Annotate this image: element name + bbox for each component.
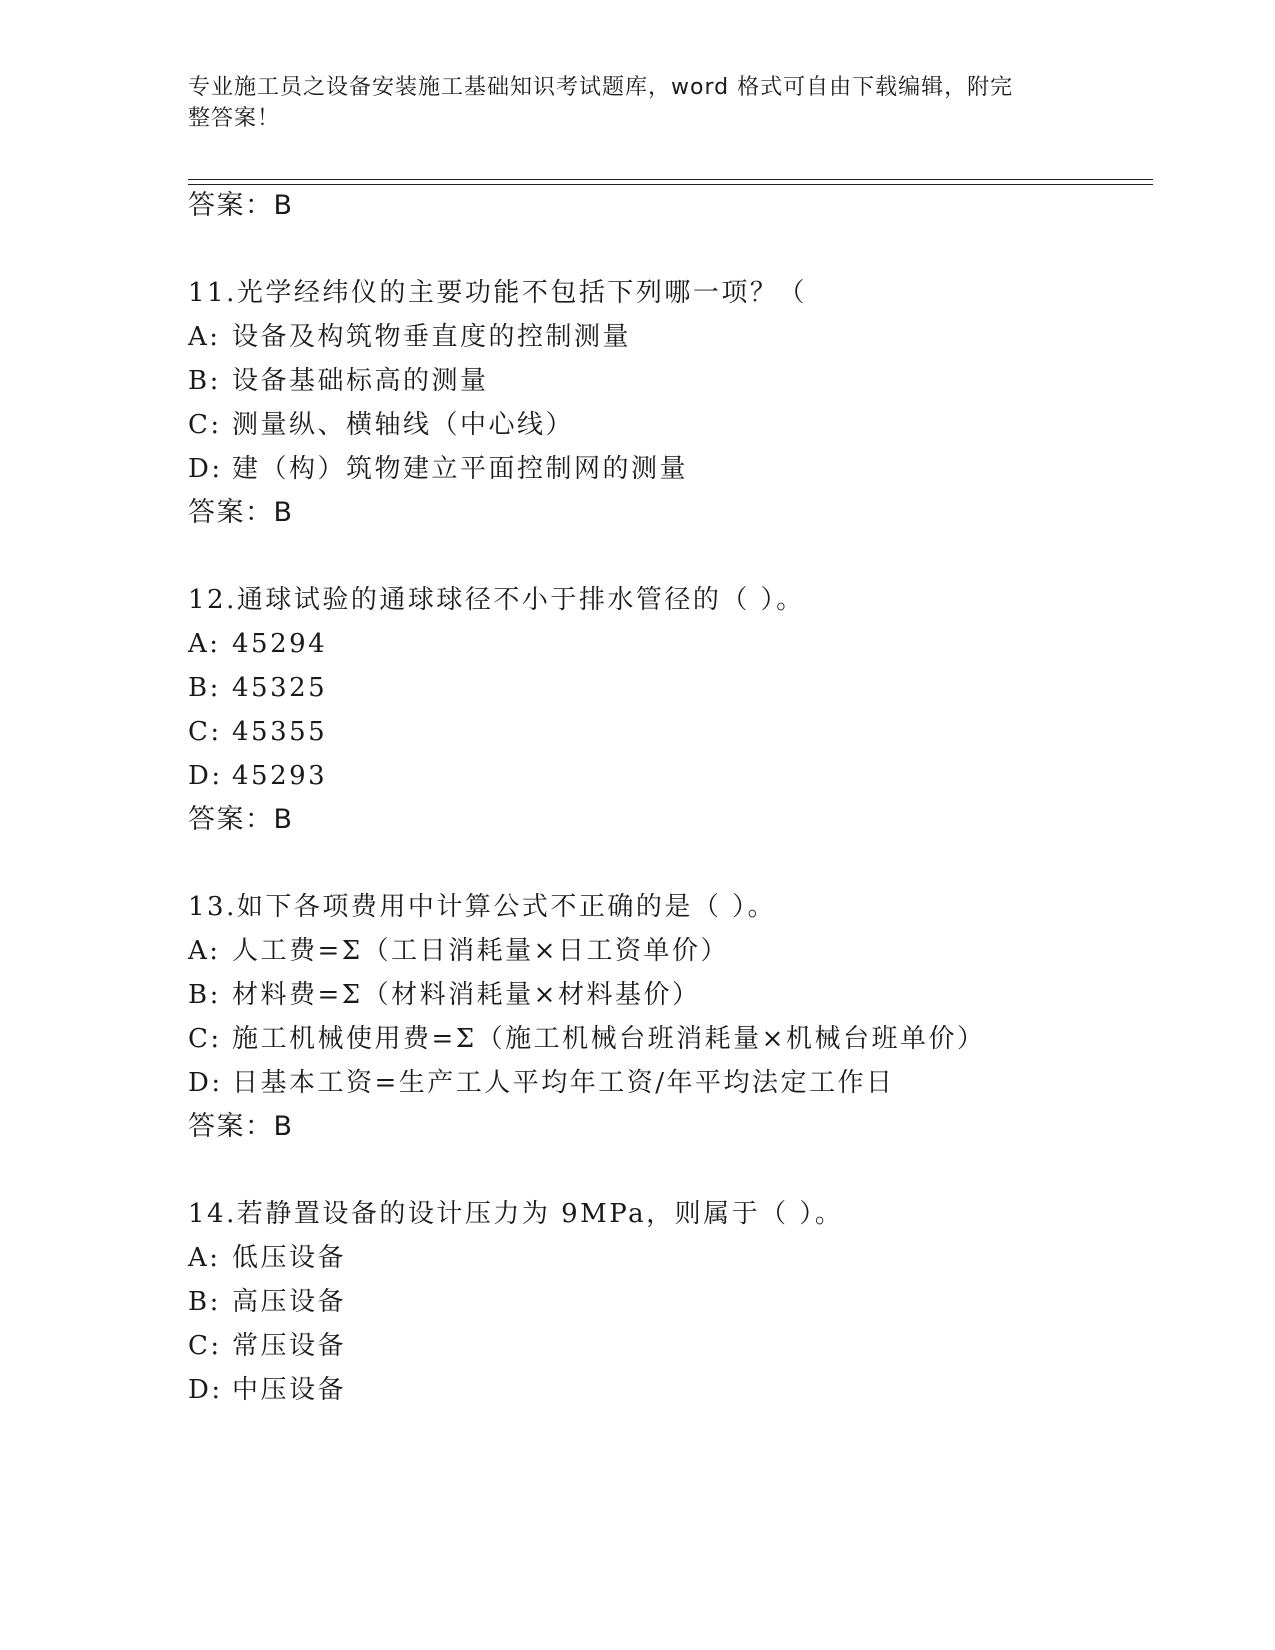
answer-13: 答案：B	[188, 1111, 294, 1142]
option-text: 设备及构筑物垂直度的控制测量	[232, 322, 632, 352]
option-letter: B:	[188, 366, 221, 396]
option-letter: D:	[188, 1375, 223, 1405]
option-letter: C:	[188, 1331, 222, 1361]
question-stem-13: 13.如下各项费用中计算公式不正确的是（ ）。	[188, 892, 777, 922]
header-line-2: 整答案！	[188, 106, 281, 131]
option-text: 测量纵、横轴线（中心线）	[232, 410, 575, 440]
option-14-d	[188, 1373, 346, 1407]
option-14-c	[188, 1329, 346, 1363]
header-divider-top	[188, 179, 1153, 180]
option-letter: D:	[188, 1068, 223, 1098]
option-text: 施工机械使用费=Σ（施工机械台班消耗量×机械台班单价）	[232, 1024, 986, 1054]
option-12-a	[188, 627, 327, 661]
question-stem-11: 11.光学经纬仪的主要功能不包括下列哪一项？（	[188, 278, 807, 308]
option-11-b	[188, 364, 489, 398]
option-13-c	[188, 1022, 985, 1056]
option-text: 低压设备	[232, 1243, 347, 1273]
option-letter: A:	[188, 936, 221, 966]
header-line-1: 专业施工员之设备安装施工基础知识考试题库，word 格式可自由下载编辑，附完	[188, 75, 1014, 100]
previous-answer: 答案：B	[188, 190, 294, 221]
option-letter: C:	[188, 1024, 222, 1054]
option-text: 中压设备	[232, 1375, 347, 1405]
option-14-b	[188, 1285, 346, 1319]
option-13-a	[188, 934, 729, 968]
question-stem-12: 12.通球试验的通球球径不小于排水管径的（ ）。	[188, 585, 805, 615]
answer-12: 答案：B	[188, 804, 294, 835]
option-letter: C:	[188, 410, 222, 440]
option-text: 设备基础标高的测量	[232, 366, 489, 396]
option-12-b	[188, 671, 327, 705]
option-text: 45325	[232, 673, 328, 703]
option-letter: D:	[188, 454, 223, 484]
option-12-c	[188, 715, 327, 749]
option-11-a	[188, 320, 631, 354]
option-letter: B:	[188, 673, 221, 703]
option-letter: B:	[188, 980, 221, 1010]
option-14-a	[188, 1241, 346, 1275]
option-letter: C:	[188, 717, 222, 747]
header-divider-bottom	[188, 184, 1153, 185]
option-letter: A:	[188, 629, 221, 659]
option-letter: D:	[188, 761, 223, 791]
option-text: 材料费=Σ（材料消耗量×材料基价）	[232, 980, 701, 1010]
option-letter: A:	[188, 322, 221, 352]
option-text: 人工费=Σ（工日消耗量×日工资单价）	[232, 936, 729, 966]
answer-11: 答案：B	[188, 497, 294, 528]
option-12-d	[188, 759, 327, 793]
option-letter: A:	[188, 1243, 221, 1273]
option-text: 建（构）筑物建立平面控制网的测量	[232, 454, 689, 484]
question-stem-14: 14.若静置设备的设计压力为 9MPa，则属于（ ）。	[188, 1199, 844, 1229]
option-text: 45294	[232, 629, 328, 659]
option-text: 常压设备	[232, 1331, 347, 1361]
option-13-d	[188, 1066, 895, 1100]
option-text: 45293	[232, 761, 328, 791]
document-header	[188, 72, 1068, 134]
option-text: 高压设备	[232, 1287, 347, 1317]
option-11-d	[188, 452, 688, 486]
option-text: 45355	[232, 717, 328, 747]
option-letter: B:	[188, 1287, 221, 1317]
option-13-b	[188, 978, 700, 1012]
option-text: 日基本工资=生产工人平均年工资/年平均法定工作日	[232, 1068, 895, 1098]
option-11-c	[188, 408, 574, 442]
